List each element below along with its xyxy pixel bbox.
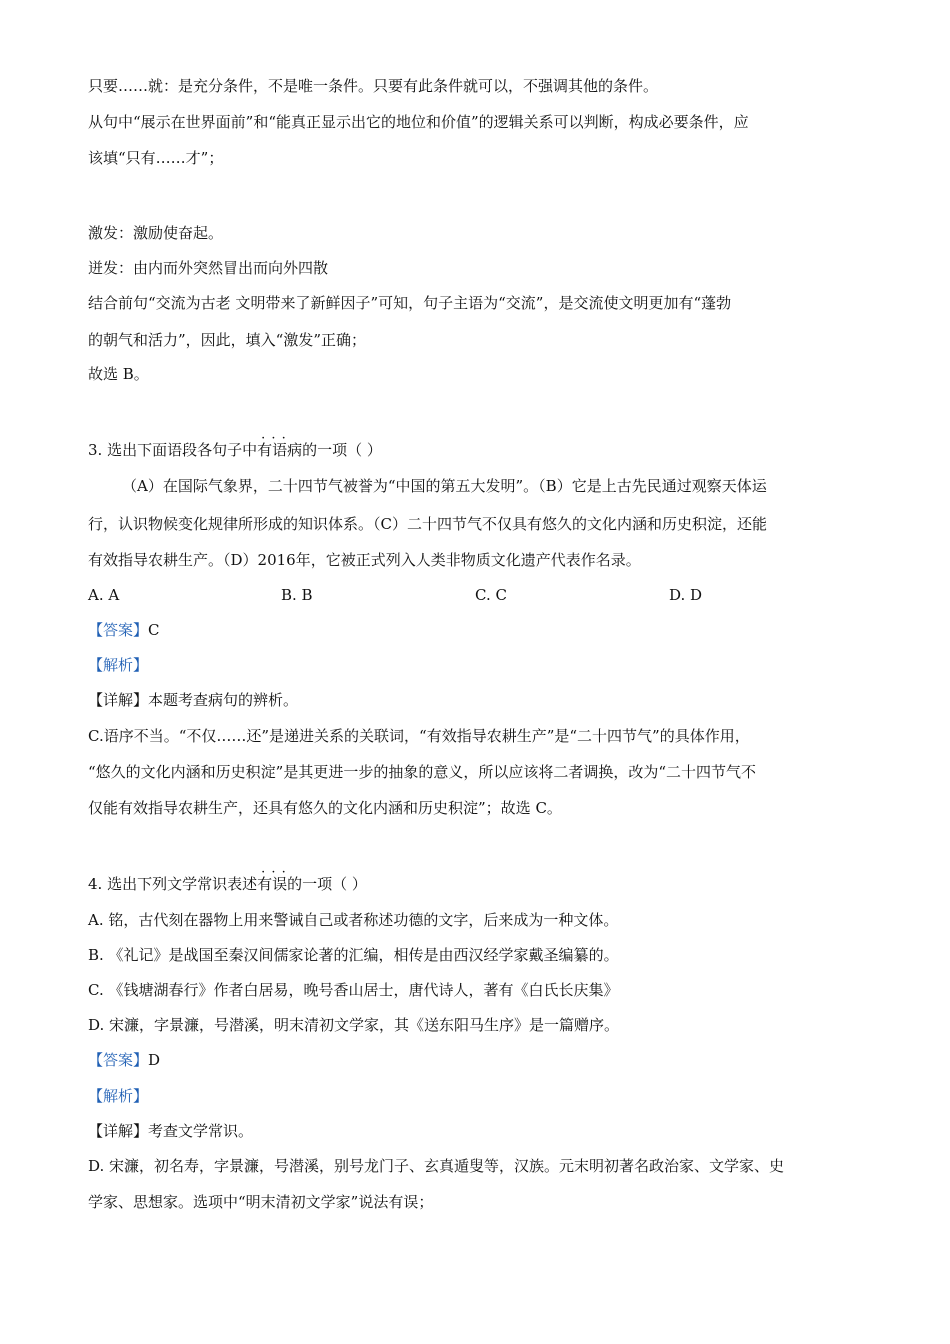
option-d: D. 宋濂，字景濂，号潜溪，明末清初文学家，其《送东阳马生序》是一篇赠序。 (88, 1016, 620, 1034)
text-line: 迸发：由内而外突然冒出而向外四散 (88, 259, 329, 277)
analysis-tag: 【解析】 (88, 1087, 149, 1105)
answer-tag: 【答案】 (88, 1051, 149, 1069)
analysis-tag: 【解析】 (88, 656, 149, 674)
option-a: A. A (88, 586, 120, 604)
option-a: A. 铭，古代刻在器物上用来警诫自己或者称述功德的文字，后来成为一种文体。 (88, 911, 619, 929)
text-line: 激发：激励使奋起。 (88, 224, 224, 242)
answer-line (88, 620, 160, 640)
detail-line: 【详解】考查文学常识。 (88, 1122, 254, 1140)
question-3-stem: 3. 选出下面语段各句子中· · · 有语病的一项（ ） (88, 440, 382, 460)
option-d: D. D (669, 586, 703, 604)
text-line: 结合前句“交流为古老 文明带来了新鲜因子”可知，句子主语为“交流”，是交流使文明更加有“蓬勃 (88, 294, 732, 312)
answer-value: C (148, 621, 160, 639)
emphasis-dots: · · · 有误 (257, 875, 287, 893)
explanation-line: C.语序不当。“不仅……还”是递进关系的关联词，“有效指导农耕生产”是“二十四节气”的具体作用， (88, 727, 750, 745)
text-line: 只要……就：是充分条件，不是唯一条件。只要有此条件就可以，不强调其他的条件。 (88, 77, 659, 95)
option-b: B. B (281, 586, 313, 604)
answer-tag: 【答案】 (88, 621, 149, 639)
explanation-line: D. 宋濂，初名寿，字景濂，号潜溪，别号龙门子、玄真遁叟等，汉族。元末明初著名政治家、文学家、史 (88, 1157, 785, 1175)
text-line: 该填“只有……才”； (88, 149, 224, 167)
question-3-passage: （A）在国际气象界，二十四节气被誉为“中国的第五大发明”。（B）它是上古先民通过观察天体运 (122, 477, 767, 495)
question-3-passage: 有效指导农耕生产。（D）2016年，它被正式列入人类非物质文化遗产代表作名录。 (88, 551, 641, 569)
text-line: 故选 B。 (88, 365, 149, 383)
text-line: 从句中“展示在世界面前”和“能真正显示出它的地位和价值”的逻辑关系可以判断，构成必要条件，应 (88, 113, 749, 131)
answer-value: D (148, 1051, 161, 1069)
explanation-line: 仅能有效指导农耕生产，还具有悠久的文化内涵和历史积淀”；故选 C。 (88, 799, 562, 817)
answer-line (88, 1050, 160, 1070)
option-c: C. C (475, 586, 507, 604)
question-4-stem: 4. 选出下列文学常识表述· · · 有误的一项（ ） (88, 874, 367, 894)
explanation-line: “悠久的文化内涵和历史积淀”是其更进一步的抽象的意义，所以应该将二者调换，改为“二十四节气不 (88, 763, 757, 781)
option-c: C. 《钱塘湖春行》作者白居易，晚号香山居士，唐代诗人，著有《白氏长庆集》 (88, 981, 619, 999)
text-line: 的朝气和活力”，因此，填入“激发”正确； (88, 331, 367, 349)
detail-line: 【详解】本题考查病句的辨析。 (88, 691, 299, 709)
explanation-line: 学家、思想家。选项中“明末清初文学家”说法有误； (88, 1193, 434, 1211)
emphasis-dots: · · · 有语病 (257, 441, 302, 459)
question-3-passage: 行，认识物候变化规律所形成的知识体系。（C）二十四节气不仅具有悠久的文化内涵和历史积淀，还能 (88, 515, 767, 533)
option-b: B. 《礼记》是战国至秦汉间儒家论著的汇编，相传是由西汉经学家戴圣编纂的。 (88, 946, 619, 964)
